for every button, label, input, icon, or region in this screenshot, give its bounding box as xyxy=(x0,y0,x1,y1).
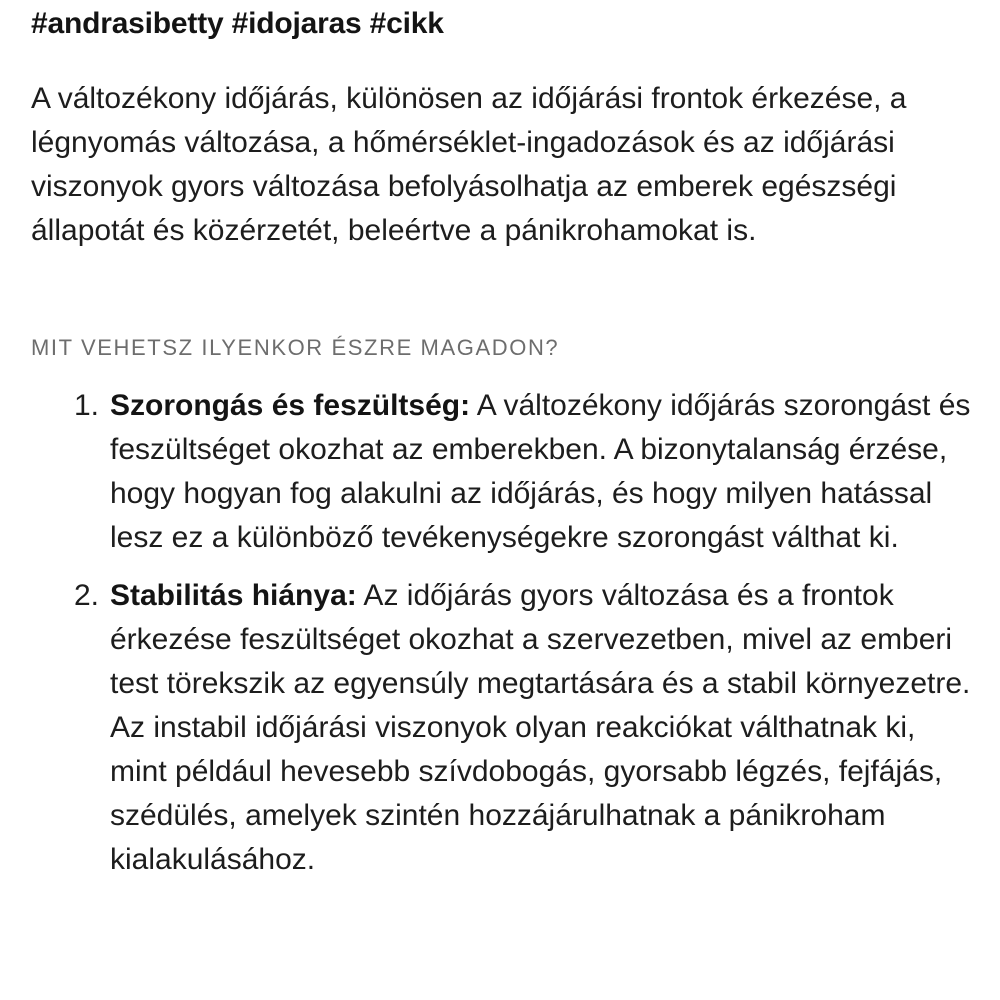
list-item-body: A változékony időjárás szorongást és feszültséget okozhat az emberekben. A bizonytalanság érzése, hogy hogyan fog alakulni az időjárás, és hogy milyen hatással lesz ez a különböző tevékenységekre szorongást válthat ki. xyxy=(110,389,971,554)
list-item-lead-in: Stabilitás hiánya: xyxy=(110,579,357,612)
symptom-list xyxy=(31,362,976,882)
list-item xyxy=(31,384,976,560)
list-item-lead-in: Szorongás és feszültség: xyxy=(110,389,471,422)
intro-paragraph: A változékony időjárás, különösen az időjárási frontok érkezése, a légnyomás változása, a hőmérséklet-ingadozások és az időjárási viszonyok gyors változása befolyásolhatja az emberek egészségi állapotát és közérzetét, beleértve a pánikrohamokat is. xyxy=(31,82,907,247)
list-item-body: Az időjárás gyors változása és a frontok érkezése feszültséget okozhat a szervezetben, mivel az emberi test törekszik az egyensúly megtartására és a stabil környezetre. Az instabil időjárási viszonyok olyan reakciókat válthatnak ki, mint például hevesebb szívdobogás, gyorsabb légzés, fejfájás, szédülés, amelyek szintén hozzájárulhatnak a pánikroham kialakulásához. xyxy=(110,579,971,876)
hashtag-heading: #andrasibetty #idojaras #cikk xyxy=(31,7,444,40)
section-heading: MIT VEHETSZ ILYENKOR ÉSZRE MAGADON? xyxy=(31,335,560,360)
list-item xyxy=(31,574,976,882)
